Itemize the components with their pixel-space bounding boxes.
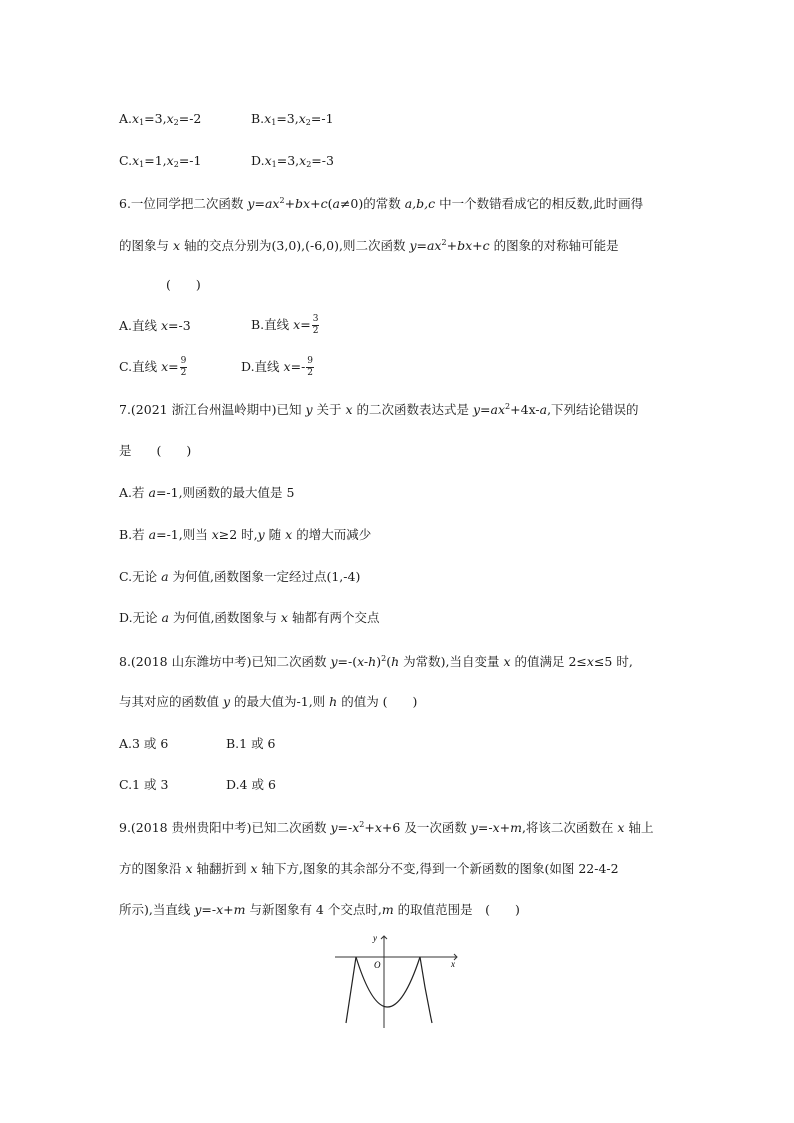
q5-option-b: $B.x_1=3,x_2=-1$ <box>251 111 334 127</box>
x-axis-label: x <box>451 959 455 969</box>
q9-stem-line-2: 方的图象沿 x 轴翻折到 x 轴下方,图象的其余部分不变,得到一个新函数的图象(如图 22-4-2 <box>119 861 619 876</box>
q7-stem-line-2: 是 ( ) <box>119 443 192 458</box>
right-branch <box>420 957 432 1023</box>
q7-stem-line-1: 7.(2021 浙江台州温岭期中)已知 y 关于 x 的二次函数表达式是 $y=ax^2+4x-a$,下列结论错误的 <box>119 402 639 417</box>
q7-option-b: B.若 a=-1,则当 x≥2 时,y 随 x 的增大而减少 <box>119 527 372 542</box>
q6-answer-paren: ( ) <box>166 277 201 292</box>
flipped-parabola-arc <box>356 957 420 1007</box>
q9-stem-line-1: 9.(2018 贵州贵阳中考)已知二次函数 $y=-x^2+x+6$ 及一次函数 y=-x+m,将该二次函数在 x 轴上 <box>119 820 654 835</box>
q6-option-c: C.直线 x= $\frac{9}{2}$ <box>119 356 187 378</box>
origin-label: O <box>374 960 381 970</box>
q5-option-d: $D.x_1=3,x_2=-3$ <box>251 153 334 169</box>
left-branch <box>346 957 356 1023</box>
q5-option-c: $C.x_1=1,x_2=-1$ <box>119 153 202 169</box>
q6-option-d: D.直线 x=- $\frac{9}{2}$ <box>241 356 314 378</box>
q7-option-d: D.无论 a 为何值,函数图象与 x 轴都有两个交点 <box>119 610 380 625</box>
q8-option-d: D.4 或 6 <box>226 777 276 792</box>
q6-option-b: B.直线 x= $\frac{3}{2}$ <box>251 314 319 336</box>
q9-figure <box>335 930 465 1030</box>
q8-stem-line-1: 8.(2018 山东潍坊中考)已知二次函数 $y=-(x-h)^2(h$ 为常数),当自变量 x 的值满足 2≤x≤5 时, <box>119 654 633 669</box>
q8-option-a: A.3 或 6 <box>119 736 169 751</box>
q6-stem-line-2: 的图象与 x 轴的交点分别为(3,0),(-6,0),则二次函数 $y=ax^2+bx+c$ 的图象的对称轴可能是 <box>119 238 619 253</box>
y-axis-label: y <box>373 933 377 943</box>
q8-option-b: B.1 或 6 <box>226 736 276 751</box>
q5-option-a: $A.x_1=3,x_2=-2$ <box>119 111 202 127</box>
q6-option-a: A.直线 x=-3 <box>119 318 191 333</box>
q9-stem-line-3: 所示),当直线 y=-x+m 与新图象有 4 个交点时,m 的取值范围是 ( ) <box>119 902 520 917</box>
q8-option-c: C.1 或 3 <box>119 777 169 792</box>
q7-option-c: C.无论 a 为何值,函数图象一定经过点(1,-4) <box>119 569 361 584</box>
q6-stem-line-1: 6.一位同学把二次函数 $y=ax^2+bx+c(a\ne 0)$的常数 a,b,c 中一个数错看成它的相反数,此时画得 <box>119 196 644 211</box>
q8-stem-line-2: 与其对应的函数值 y 的最大值为-1,则 h 的值为 ( ) <box>119 694 418 709</box>
q7-option-a: A.若 a=-1,则函数的最大值是 5 <box>119 485 295 500</box>
